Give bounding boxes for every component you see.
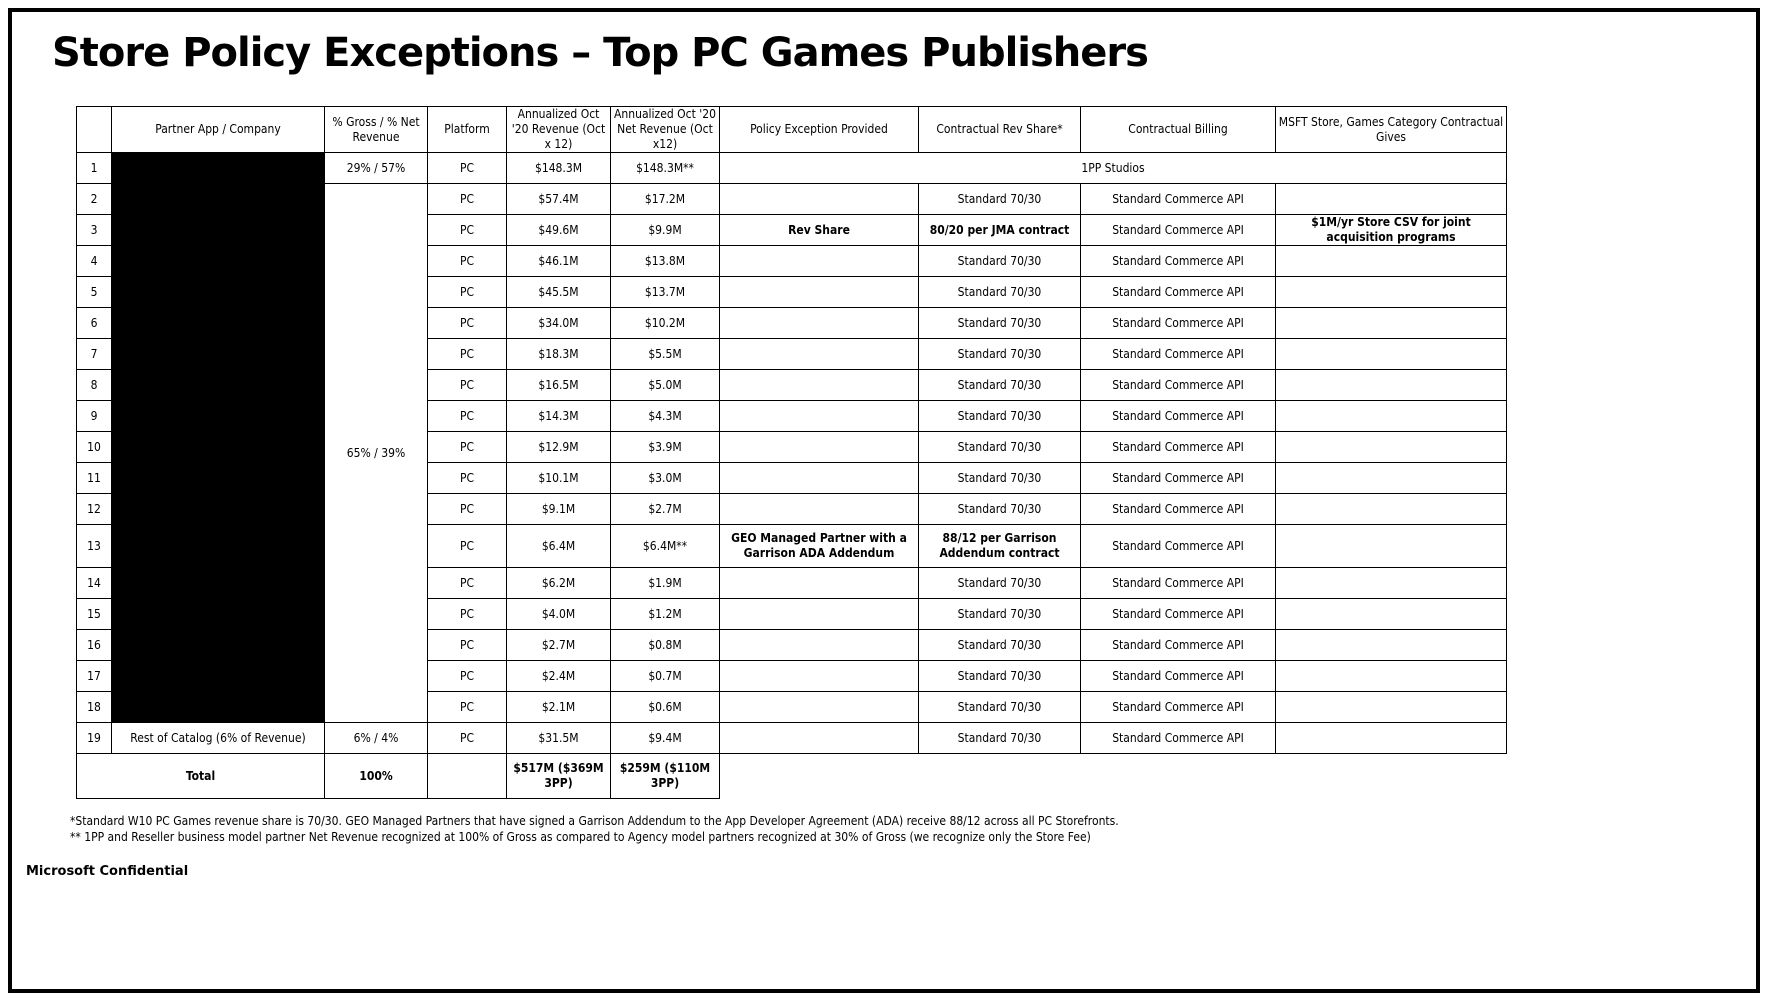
billing-cell: Standard Commerce API	[1081, 599, 1276, 630]
gives-cell	[1276, 184, 1507, 215]
platform-cell: PC	[428, 308, 507, 339]
annual-net-revenue-cell: $148.3M**	[611, 153, 720, 184]
header-num	[77, 107, 112, 153]
row-num: 4	[77, 246, 112, 277]
annual-net-revenue-cell: $3.9M	[611, 432, 720, 463]
billing-cell: Standard Commerce API	[1081, 568, 1276, 599]
row-num: 15	[77, 599, 112, 630]
billing-cell: Standard Commerce API	[1081, 525, 1276, 568]
platform-cell: PC	[428, 692, 507, 723]
table-row	[77, 723, 1507, 754]
row-num: 2	[77, 184, 112, 215]
row-num: 6	[77, 308, 112, 339]
row-num: 1	[77, 153, 112, 184]
rev-share-cell: Standard 70/30	[919, 494, 1081, 525]
table-row	[77, 153, 1507, 184]
billing-cell: Standard Commerce API	[1081, 661, 1276, 692]
billing-cell: Standard Commerce API	[1081, 339, 1276, 370]
annual-net-revenue-cell: $2.7M	[611, 494, 720, 525]
platform-cell: PC	[428, 153, 507, 184]
row-num: 8	[77, 370, 112, 401]
rev-share-cell: Standard 70/30	[919, 599, 1081, 630]
row-num: 3	[77, 215, 112, 246]
annual-revenue-cell: $6.4M	[507, 525, 611, 568]
annual-net-revenue-cell: $0.6M	[611, 692, 720, 723]
gross-net-cell: 6% / 4%	[325, 723, 428, 754]
billing-cell: Standard Commerce API	[1081, 692, 1276, 723]
platform-cell: PC	[428, 568, 507, 599]
slide-title: Store Policy Exceptions – Top PC Games Publishers	[52, 30, 1148, 76]
gives-cell	[1276, 246, 1507, 277]
platform-cell: PC	[428, 339, 507, 370]
platform-cell: PC	[428, 215, 507, 246]
total-spacer	[720, 754, 1507, 799]
annual-net-revenue-cell: $17.2M	[611, 184, 720, 215]
billing-cell: Standard Commerce API	[1081, 277, 1276, 308]
annual-revenue-cell: $2.7M	[507, 630, 611, 661]
total-label: Total	[77, 754, 325, 799]
annual-revenue-cell: $18.3M	[507, 339, 611, 370]
platform-cell: PC	[428, 723, 507, 754]
gives-cell	[1276, 494, 1507, 525]
platform-cell: PC	[428, 494, 507, 525]
annual-revenue-cell: $45.5M	[507, 277, 611, 308]
platform-cell: PC	[428, 277, 507, 308]
platform-cell: PC	[428, 661, 507, 692]
rev-share-cell: Standard 70/30	[919, 568, 1081, 599]
annual-revenue-cell: $14.3M	[507, 401, 611, 432]
gives-cell	[1276, 723, 1507, 754]
annual-revenue-cell: $6.2M	[507, 568, 611, 599]
gives-cell	[1276, 432, 1507, 463]
policy-cell	[720, 463, 919, 494]
rev-share-cell: 80/20 per JMA contract	[919, 215, 1081, 246]
row-num: 13	[77, 525, 112, 568]
billing-cell: Standard Commerce API	[1081, 463, 1276, 494]
row-num: 9	[77, 401, 112, 432]
row-num: 19	[77, 723, 112, 754]
annual-revenue-cell: $46.1M	[507, 246, 611, 277]
policy-cell	[720, 630, 919, 661]
rev-share-cell: Standard 70/30	[919, 463, 1081, 494]
billing-cell: Standard Commerce API	[1081, 246, 1276, 277]
billing-cell: Standard Commerce API	[1081, 432, 1276, 463]
row-num: 17	[77, 661, 112, 692]
policy-cell	[720, 370, 919, 401]
gives-cell	[1276, 401, 1507, 432]
gives-cell: $1M/yr Store CSV for joint acquisition programs	[1276, 215, 1507, 246]
total-annual-net-revenue: $259M ($110M 3PP)	[611, 754, 720, 799]
header-annual-revenue: Annualized Oct '20 Revenue (Oct x 12)	[507, 107, 611, 153]
header-annual-net-revenue: Annualized Oct '20 Net Revenue (Oct x12)	[611, 107, 720, 153]
rev-share-cell: Standard 70/30	[919, 692, 1081, 723]
exceptions-table	[76, 106, 1507, 799]
total-row	[77, 754, 1507, 799]
gives-cell	[1276, 525, 1507, 568]
rev-share-cell: Standard 70/30	[919, 630, 1081, 661]
total-platform	[428, 754, 507, 799]
annual-revenue-cell: $49.6M	[507, 215, 611, 246]
annual-net-revenue-cell: $1.2M	[611, 599, 720, 630]
annual-net-revenue-cell: $4.3M	[611, 401, 720, 432]
rev-share-cell: 88/12 per Garrison Addendum contract	[919, 525, 1081, 568]
rev-share-cell: Standard 70/30	[919, 339, 1081, 370]
annual-revenue-cell: $2.1M	[507, 692, 611, 723]
header-row	[77, 107, 1507, 153]
platform-cell: PC	[428, 630, 507, 661]
annual-revenue-cell: $10.1M	[507, 463, 611, 494]
rev-share-cell: Standard 70/30	[919, 370, 1081, 401]
header-rev-share: Contractual Rev Share*	[919, 107, 1081, 153]
rev-share-cell: Standard 70/30	[919, 401, 1081, 432]
platform-cell: PC	[428, 184, 507, 215]
header-contractual-gives: MSFT Store, Games Category Contractual Gives	[1276, 107, 1507, 153]
header-policy-exception: Policy Exception Provided	[720, 107, 919, 153]
annual-revenue-cell: $57.4M	[507, 184, 611, 215]
annual-revenue-cell: $9.1M	[507, 494, 611, 525]
rev-share-cell: Standard 70/30	[919, 661, 1081, 692]
rev-share-cell: Standard 70/30	[919, 277, 1081, 308]
annual-net-revenue-cell: $13.8M	[611, 246, 720, 277]
gives-cell	[1276, 568, 1507, 599]
policy-cell	[720, 184, 919, 215]
annual-revenue-cell: $2.4M	[507, 661, 611, 692]
policy-cell	[720, 246, 919, 277]
annual-revenue-cell: $34.0M	[507, 308, 611, 339]
annual-net-revenue-cell: $0.7M	[611, 661, 720, 692]
footnotes	[70, 813, 1570, 845]
platform-cell: PC	[428, 401, 507, 432]
total-gross-net: 100%	[325, 754, 428, 799]
partner-cell: Rest of Catalog (6% of Revenue)	[112, 723, 325, 754]
annual-revenue-cell: $31.5M	[507, 723, 611, 754]
header-platform: Platform	[428, 107, 507, 153]
policy-cell	[720, 692, 919, 723]
rev-share-cell: Standard 70/30	[919, 184, 1081, 215]
footnote-standard-share: *Standard W10 PC Games revenue share is 70/30. GEO Managed Partners that have signed a Garrison Addendum to the App Developer Agreement (ADA) receive 88/12 across all PC Storefronts.	[70, 814, 1119, 828]
annual-revenue-cell: $4.0M	[507, 599, 611, 630]
policy-cell	[720, 277, 919, 308]
policy-cell	[720, 308, 919, 339]
billing-cell: Standard Commerce API	[1081, 370, 1276, 401]
rev-share-cell: Standard 70/30	[919, 432, 1081, 463]
annual-revenue-cell: $16.5M	[507, 370, 611, 401]
policy-cell: Rev Share	[720, 215, 919, 246]
platform-cell: PC	[428, 370, 507, 401]
row-num: 5	[77, 277, 112, 308]
annual-net-revenue-cell: $9.4M	[611, 723, 720, 754]
billing-cell: Standard Commerce API	[1081, 184, 1276, 215]
annual-net-revenue-cell: $9.9M	[611, 215, 720, 246]
annual-net-revenue-cell: $13.7M	[611, 277, 720, 308]
redacted-partner-block	[112, 153, 325, 723]
annual-net-revenue-cell: $1.9M	[611, 568, 720, 599]
slide	[8, 8, 1760, 993]
billing-cell: Standard Commerce API	[1081, 215, 1276, 246]
total-annual-revenue: $517M ($369M 3PP)	[507, 754, 611, 799]
policy-cell	[720, 339, 919, 370]
annual-net-revenue-cell: $10.2M	[611, 308, 720, 339]
platform-cell: PC	[428, 246, 507, 277]
billing-cell: Standard Commerce API	[1081, 308, 1276, 339]
row-num: 11	[77, 463, 112, 494]
policy-cell	[720, 723, 919, 754]
row-num: 12	[77, 494, 112, 525]
platform-cell: PC	[428, 432, 507, 463]
policy-cell	[720, 599, 919, 630]
gives-cell	[1276, 599, 1507, 630]
billing-cell: Standard Commerce API	[1081, 401, 1276, 432]
annual-net-revenue-cell: $3.0M	[611, 463, 720, 494]
row-num: 16	[77, 630, 112, 661]
annual-revenue-cell: $12.9M	[507, 432, 611, 463]
rev-share-cell: Standard 70/30	[919, 246, 1081, 277]
gives-cell	[1276, 370, 1507, 401]
row-num: 7	[77, 339, 112, 370]
confidential-label: Microsoft Confidential	[26, 864, 189, 879]
billing-cell: Standard Commerce API	[1081, 630, 1276, 661]
platform-cell: PC	[428, 525, 507, 568]
footnote-net-revenue: ** 1PP and Reseller business model partner Net Revenue recognized at 100% of Gross as compared to Agency model partners recognized at 30% of Gross (we recognize only the Store Fee)	[70, 830, 1091, 844]
policy-cell	[720, 494, 919, 525]
header-gross-net: % Gross / % Net Revenue	[325, 107, 428, 153]
row-num: 18	[77, 692, 112, 723]
policy-cell	[720, 432, 919, 463]
header-partner: Partner App / Company	[112, 107, 325, 153]
gives-cell	[1276, 692, 1507, 723]
policy-cell	[720, 401, 919, 432]
annual-net-revenue-cell: $5.5M	[611, 339, 720, 370]
policy-cell	[720, 661, 919, 692]
group-gross-net-cell: 65% / 39%	[325, 184, 428, 723]
platform-cell: PC	[428, 463, 507, 494]
gives-cell	[1276, 661, 1507, 692]
rev-share-cell: Standard 70/30	[919, 723, 1081, 754]
annual-net-revenue-cell: $5.0M	[611, 370, 720, 401]
annual-net-revenue-cell: $0.8M	[611, 630, 720, 661]
merged-note-cell: 1PP Studios	[720, 153, 1507, 184]
gives-cell	[1276, 463, 1507, 494]
policy-cell: GEO Managed Partner with a Garrison ADA Addendum	[720, 525, 919, 568]
platform-cell: PC	[428, 599, 507, 630]
gives-cell	[1276, 630, 1507, 661]
policy-cell	[720, 568, 919, 599]
annual-revenue-cell: $148.3M	[507, 153, 611, 184]
gives-cell	[1276, 339, 1507, 370]
gives-cell	[1276, 277, 1507, 308]
gives-cell	[1276, 308, 1507, 339]
gross-net-cell: 29% / 57%	[325, 153, 428, 184]
header-billing: Contractual Billing	[1081, 107, 1276, 153]
annual-net-revenue-cell: $6.4M**	[611, 525, 720, 568]
billing-cell: Standard Commerce API	[1081, 723, 1276, 754]
billing-cell: Standard Commerce API	[1081, 494, 1276, 525]
rev-share-cell: Standard 70/30	[919, 308, 1081, 339]
row-num: 10	[77, 432, 112, 463]
row-num: 14	[77, 568, 112, 599]
